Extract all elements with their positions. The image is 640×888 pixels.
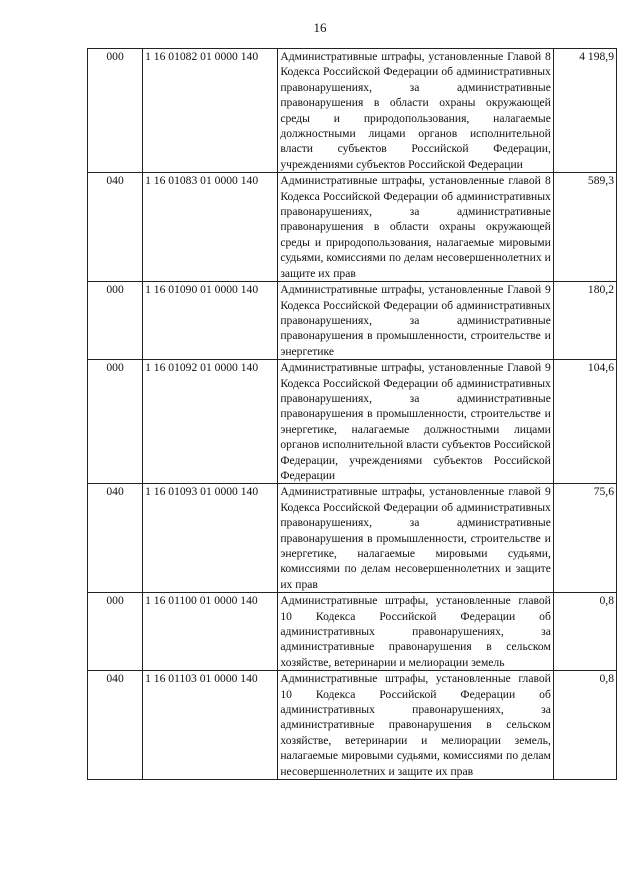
kbk-code-cell: 1 16 01083 01 0000 140 — [143, 173, 278, 282]
kbk-code-cell: 1 16 01100 01 0000 140 — [143, 593, 278, 671]
admin-code-cell: 000 — [88, 593, 143, 671]
amount-cell: 104,6 — [553, 360, 616, 484]
table-row — [88, 593, 617, 671]
description-cell: Административные штрафы, установленные Главой 8 Кодекса Российской Федерации об административных правонарушениях, за административные правонарушения в области охраны окружающей среды и природопользования, налагаемые должностными лицами органов исполнительной власти субъектов Российской Федерации, учреждениями субъектов Российской Федерации — [278, 49, 554, 173]
table-row — [88, 173, 617, 282]
amount-cell: 4 198,9 — [553, 49, 616, 173]
amount-cell: 0,8 — [553, 593, 616, 671]
kbk-code-cell: 1 16 01092 01 0000 140 — [143, 360, 278, 484]
kbk-code-cell: 1 16 01093 01 0000 140 — [143, 484, 278, 593]
table-row — [88, 671, 617, 780]
description-cell: Административные штрафы, установленные главой 9 Кодекса Российской Федерации об административных правонарушениях, за административные правонарушения в промышленности, строительстве и энергетике, налагаемые мировыми судьями, комиссиями по делам несовершеннолетних и защите их прав — [278, 484, 554, 593]
admin-code-cell: 040 — [88, 173, 143, 282]
table-row — [88, 282, 617, 360]
budget-revenue-table — [87, 48, 617, 780]
description-cell: Административные штрафы, установленные главой 8 Кодекса Российской Федерации об административных правонарушениях, за административные правонарушения в области охраны окружающей среды и природопользования, налагаемые мировыми судьями, комиссиями по делам несовершеннолетних и защите их прав — [278, 173, 554, 282]
table-row — [88, 484, 617, 593]
amount-cell: 589,3 — [553, 173, 616, 282]
amount-cell: 180,2 — [553, 282, 616, 360]
kbk-code-cell: 1 16 01090 01 0000 140 — [143, 282, 278, 360]
admin-code-cell: 000 — [88, 282, 143, 360]
admin-code-cell: 000 — [88, 360, 143, 484]
amount-cell: 75,6 — [553, 484, 616, 593]
description-cell: Административные штрафы, установленные Главой 9 Кодекса Российской Федерации об административных правонарушениях, за административные правонарушения в промышленности, строительстве и энергетике, налагаемые должностными лицами органов исполнительной власти субъектов Российской Федерации, учреждениями субъектов Российской Федерации — [278, 360, 554, 484]
admin-code-cell: 040 — [88, 484, 143, 593]
description-cell: Административные штрафы, установленные Главой 9 Кодекса Российской Федерации об административных правонарушениях, за административные правонарушения в промышленности, строительстве и энергетике — [278, 282, 554, 360]
page-number: 16 — [313, 20, 327, 35]
admin-code-cell: 000 — [88, 49, 143, 173]
description-cell: Административные штрафы, установленные главой 10 Кодекса Российской Федерации об административных правонарушениях, за административные правонарушения в сельском хозяйстве, ветеринарии и мелиорации земель — [278, 593, 554, 671]
kbk-code-cell: 1 16 01103 01 0000 140 — [143, 671, 278, 780]
admin-code-cell: 040 — [88, 671, 143, 780]
table-row — [88, 360, 617, 484]
description-cell: Административные штрафы, установленные главой 10 Кодекса Российской Федерации об административных правонарушениях, за административные правонарушения в сельском хозяйстве, ветеринарии и мелиорации земель, налагаемые мировыми судьями, комиссиями по делам несовершеннолетних и защите их прав — [278, 671, 554, 780]
table-row — [88, 49, 617, 173]
kbk-code-cell: 1 16 01082 01 0000 140 — [143, 49, 278, 173]
amount-cell: 0,8 — [553, 671, 616, 780]
